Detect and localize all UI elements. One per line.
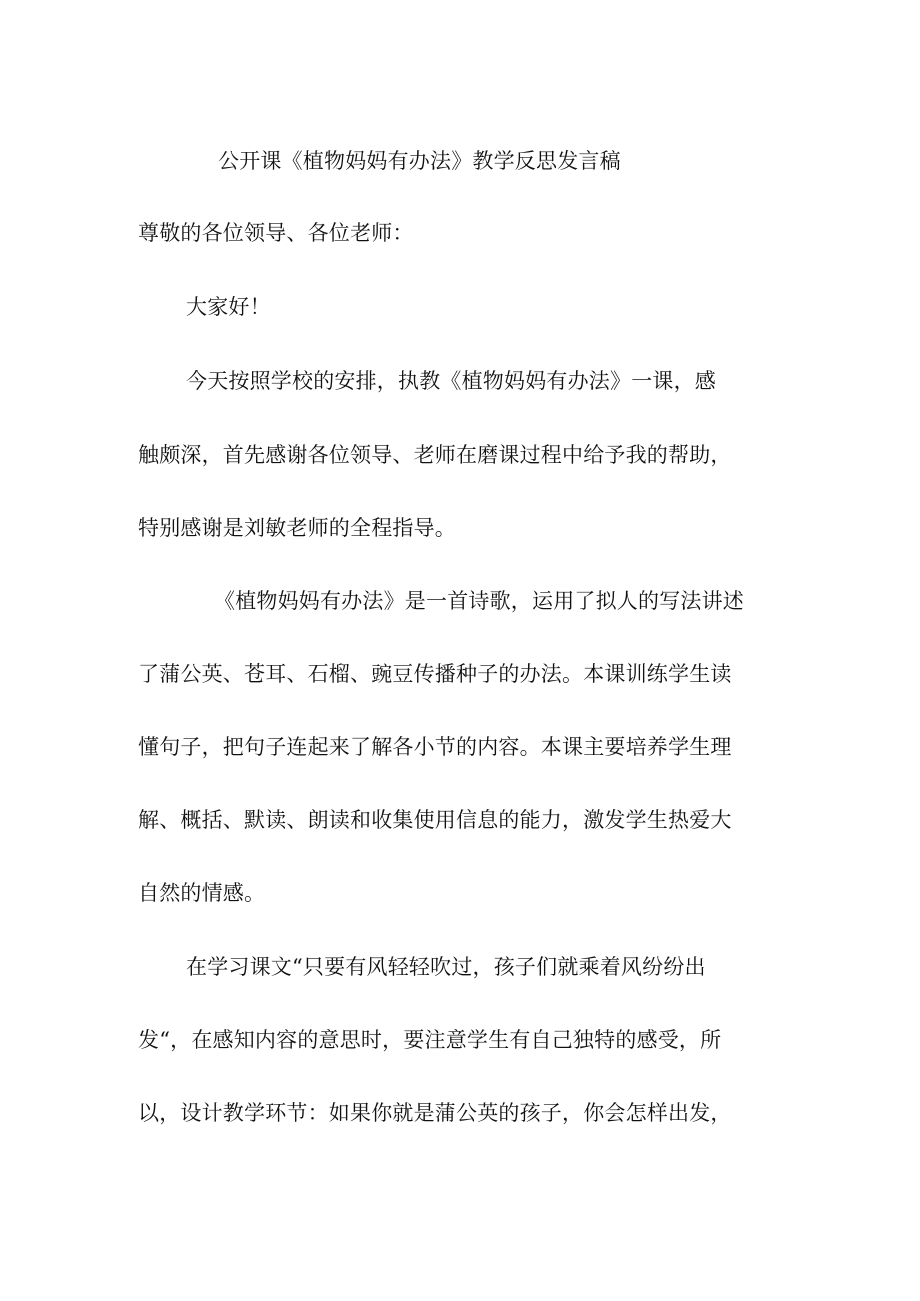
paragraph-3-line-2: 发“，在感知内容的意思时，要注意学生有自己独特的感受，所 [138, 1028, 722, 1052]
paragraph-1-line-3: 特别感谢是刘敏老师的全程指导。 [138, 516, 456, 540]
document-title: 公开课《植物妈妈有办法》教学反思发言稿 [218, 149, 621, 173]
paragraph-2-line-2: 了蒲公英、苍耳、石榴、豌豆传播种子的办法。本课训练学生读 [138, 662, 732, 686]
greeting: 大家好！ [186, 295, 271, 319]
paragraph-2-line-3: 懂句子，把句子连起来了解各小节的内容。本课主要培养学生理 [138, 735, 732, 759]
paragraph-1-line-2: 触颇深，首先感谢各位领导、老师在磨课过程中给予我的帮助， [138, 443, 732, 467]
salutation: 尊敬的各位领导、各位老师： [138, 221, 414, 245]
paragraph-3-line-3: 以，设计教学环节：如果你就是蒲公英的孩子，你会怎样出发， [138, 1101, 732, 1125]
paragraph-2-line-1: 《植物妈妈有办法》是一首诗歌，运用了拟人的写法讲述 [214, 589, 744, 613]
paragraph-3-line-1: 在学习课文“只要有风轻轻吹过，孩子们就乘着风纷纷出 [186, 955, 706, 979]
paragraph-1-line-1: 今天按照学校的安排，执教《植物妈妈有办法》一课，感 [186, 369, 716, 393]
paragraph-2-line-5: 自然的情感。 [138, 881, 266, 905]
paragraph-2-line-4: 解、概括、默读、朗读和收集使用信息的能力，激发学生热爱大 [138, 808, 732, 832]
